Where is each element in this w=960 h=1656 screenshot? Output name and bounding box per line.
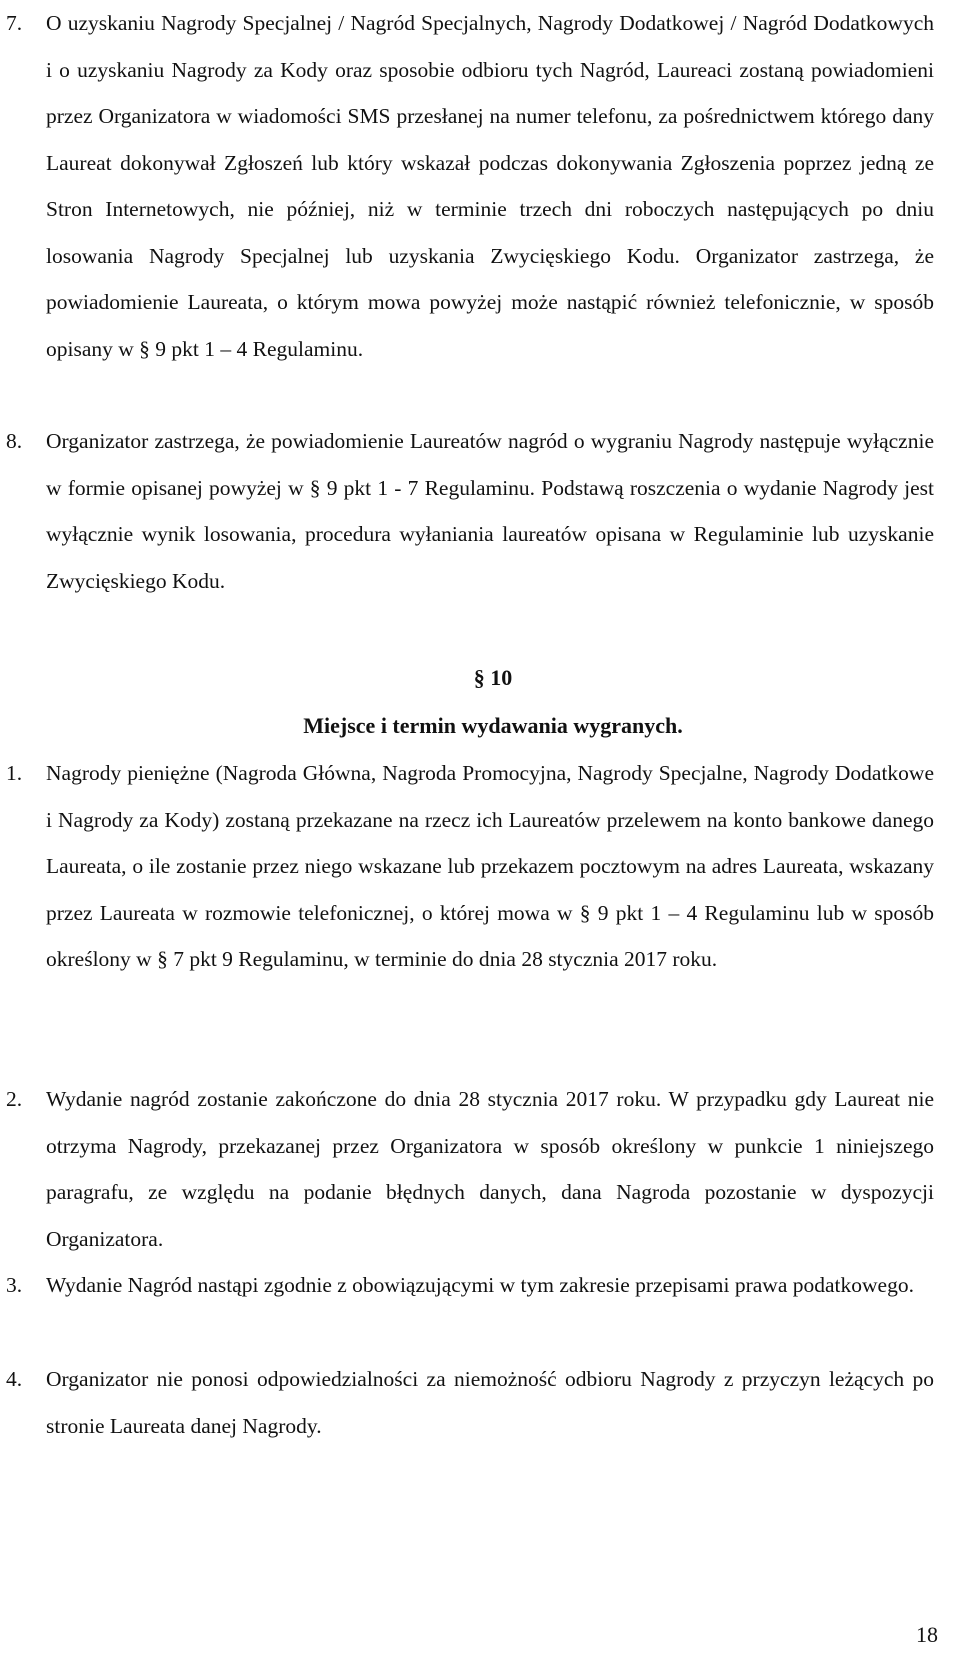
- clause-item-2: [0, 1076, 934, 1262]
- clause-item-3: [0, 1262, 934, 1356]
- clause-item-7: [0, 0, 934, 418]
- clause-number: 2.: [6, 1087, 23, 1111]
- clause-number: 8.: [6, 429, 23, 453]
- upper-clause-list: [0, 0, 960, 650]
- section-title: Miejsce i termin wydawania wygranych.: [303, 713, 683, 738]
- clause-text: Nagrody pieniężne (Nagroda Główna, Nagroda Promocyjna, Nagrody Specjalne, Nagrody Dodatkowe i Nagrody za Kody) zostaną przekazane na rzecz ich Laureatów przelewem na konto bankowe danego Laureata, o ile zostanie przez niego wskazane lub przekazem pocztowym na adres Laureata, wskazany przez Laureata w rozmowie telefonicznej, o której mowa w § 9 pkt 1 – 4 Regulaminu lub w sposób określony w § 7 pkt 9 Regulaminu, w terminie do dnia 28 stycznia 2017 roku.: [46, 761, 934, 971]
- clause-text: Wydanie Nagród nastąpi zgodnie z obowiązującymi w tym zakresie przepisami prawa podatkowego.: [46, 1273, 914, 1297]
- page-number: 18: [916, 1622, 938, 1647]
- clause-number: 4.: [6, 1367, 23, 1391]
- clause-text: Organizator nie ponosi odpowiedzialności za niemożność odbioru Nagrody z przyczyn leżących po stronie Laureata danej Nagrody.: [46, 1367, 934, 1438]
- section-number: § 10: [473, 665, 513, 690]
- clause-number: 1.: [6, 761, 23, 785]
- clause-number: 7.: [6, 11, 23, 35]
- clause-text: Organizator zastrzega, że powiadomienie Laureatów nagród o wygraniu Nagrody następuje wyłącznie w formie opisanej powyżej w § 9 pkt 1 - 7 Regulaminu. Podstawą roszczenia o wydanie Nagrody jest wyłącznie wynik losowania, procedura wyłaniania laureatów opisana w Regulaminie lub uzyskanie Zwycięskiego Kodu.: [46, 429, 934, 593]
- clause-item-8: [0, 418, 934, 650]
- clause-item-4: [0, 1356, 934, 1450]
- clause-number: 3.: [6, 1273, 23, 1297]
- clause-text: Wydanie nagród zostanie zakończone do dnia 28 stycznia 2017 roku. W przypadku gdy Laureat nie otrzyma Nagrody, przekazanej przez Organizatora w sposób określony w punkcie 1 niniejszego paragrafu, ze względu na podanie błędnych danych, dana Nagroda pozostanie w dyspozycji Organizatora.: [46, 1087, 934, 1251]
- lower-clause-list: [0, 750, 960, 1450]
- clause-text: O uzyskaniu Nagrody Specjalnej / Nagród Specjalnych, Nagrody Dodatkowej / Nagród Dodatkowych i o uzyskaniu Nagrody za Kody oraz sposobie odbioru tych Nagród, Laureaci zostaną powiadomieni przez Organizatora w wiadomości SMS przesłanej na numer telefonu, za pośrednictwem którego dany Laureat dokonywał Zgłoszeń lub który wskazał podczas dokonywania Zgłoszenia poprzez jedną ze Stron Internetowych, nie później, niż w terminie trzech dni roboczych następujących po dniu losowania Nagrody Specjalnej lub uzyskania Zwycięskiego Kodu. Organizator zastrzega, że powiadomienie Laureata, o którym mowa powyżej może nastąpić również telefonicznie, w sposób opisany w § 9 pkt 1 – 4 Regulaminu.: [46, 11, 934, 361]
- clause-item-1: [0, 750, 934, 1076]
